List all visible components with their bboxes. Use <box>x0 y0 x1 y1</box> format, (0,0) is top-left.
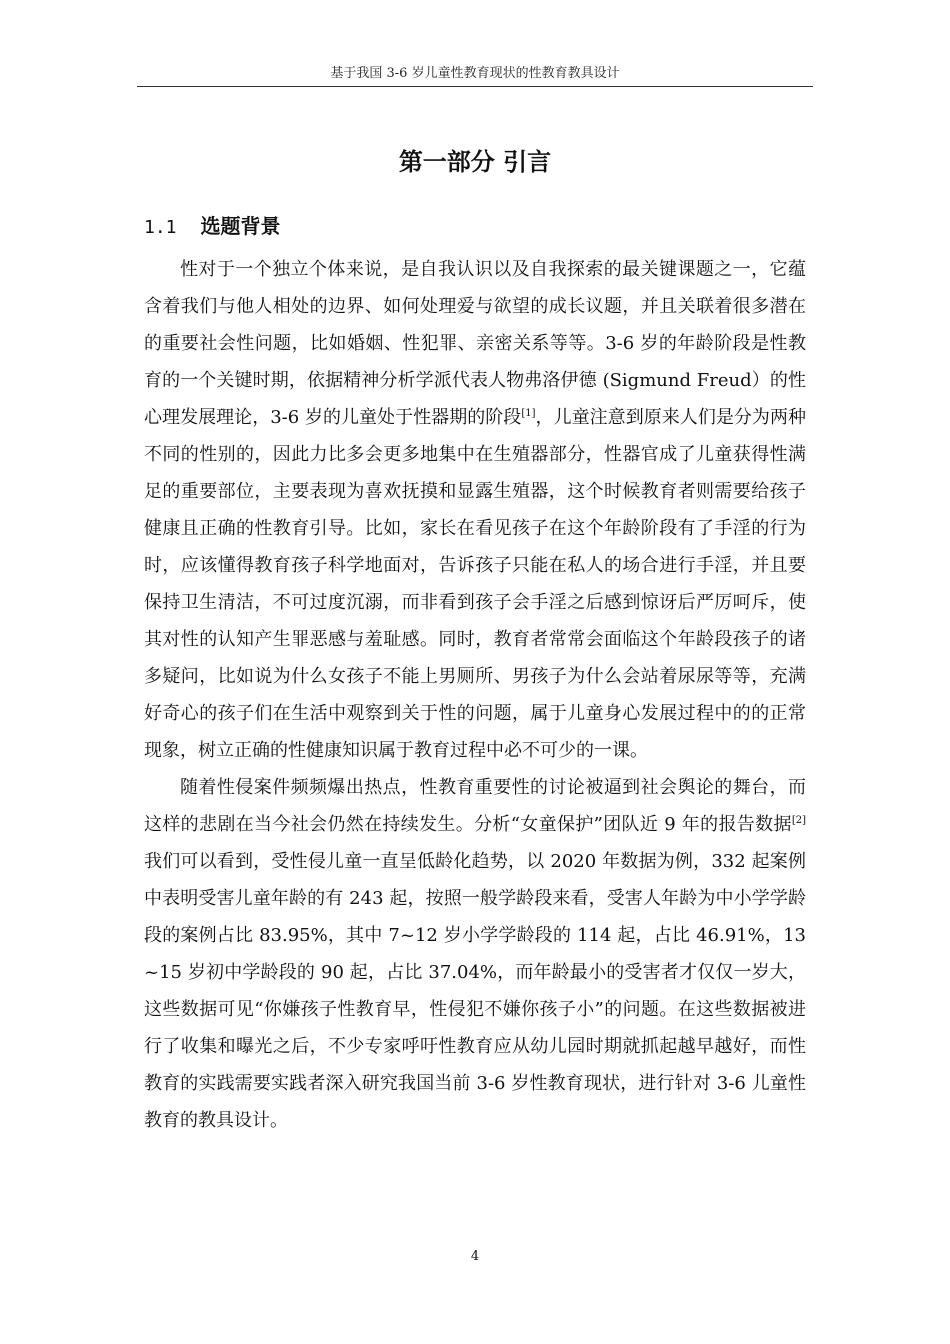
paragraph-2-text-b: 我们可以看到，受性侵儿童一直呈低龄化趋势，以 2020 年数据为例，332 起案例中表明受害儿童年龄的有 243 起，按照一般学龄段来看，受害人年龄为中小学学龄段的案例占比 83.95%，其中 7~12 岁小学学龄段的 114 起，占比 46.91%，13~15 岁初中学龄段的 90 起，占比 37.04%，而年龄最小的受害者才仅仅一岁大，这些数据可见“你嫌孩子性教育早，性侵犯不嫌你孩子小”的问题。在这些数据被进行了收集和曝光之后，不少专家呼吁性教育应从幼儿园时期就抓起越早越好，而性教育的实践需要实践者深入研究我国当前 3-6 岁性教育现状，进行针对 3-6 儿童性教育的教具设计。 <box>144 851 806 1131</box>
header-rule <box>137 86 813 87</box>
paragraph-1-text-a: 性对于一个独立个体来说，是自我认识以及自我探索的最关键课题之一，它蕴含着我们与他人相处的边界、如何处理爱与欲望的成长议题，并且关联着很多潜在的重要社会性问题，比如婚姻、性犯罪、亲密关系等等。3-6 岁的年龄阶段是性教育的一个关键时期，依据精神分析学派代表人物弗洛伊德 (Sigmund Freud）的性心理发展理论，3-6 岁的儿童处于性器期的阶段 <box>144 259 806 428</box>
page-number: 4 <box>470 1249 480 1264</box>
body-text <box>144 251 806 1139</box>
paragraph-1-text-b: ，儿童注意到原来人们是分为两种不同的性别的，因此力比多会更多地集中在生殖器部分，性器官成了儿童获得性满足的重要部位，主要表现为喜欢抚摸和显露生殖器，这个时候教育者则需要给孩子健康且正确的性教育引导。比如，家长在看见孩子在这个年龄阶段有了手淫的行为时，应该懂得教育孩子科学地面对，告诉孩子只能在私人的场合进行手淫，并且要保持卫生清洁，不可过度沉溺，而非看到孩子会手淫之后感到惊讶后严厉呵斥，使其对性的认知产生罪恶感与羞耻感。同时，教育者常常会面临这个年龄段孩子的诸多疑问，比如说为什么女孩子不能上男厕所、男孩子为什么会站着尿尿等等，充满好奇心的孩子们在生活中观察到关于性的问题，属于儿童身心发展过程中的的正常现象，树立正确的性健康知识属于教育过程中必不可少的一课。 <box>144 407 806 761</box>
paragraph-2 <box>144 769 806 1139</box>
section-heading <box>144 210 281 239</box>
paragraph-2-text-a: 随着性侵案件频频爆出热点，性教育重要性的讨论被逼到社会舆论的舞台，而这样的悲剧在当今社会仍然在持续发生。分析“女童保护”团队近 9 年的报告数据 <box>144 777 806 835</box>
running-header: 基于我国 3-6 岁儿童性教育现状的性教育教具设计 <box>330 66 620 81</box>
section-title: 选题背景 <box>200 214 281 238</box>
part-title: 第一部分 引言 <box>398 148 552 176</box>
section-number: 1.1 <box>144 217 177 238</box>
paragraph-1 <box>144 251 806 769</box>
citation-ref-1: [1] <box>521 408 536 419</box>
citation-ref-2: [2] <box>791 815 806 826</box>
